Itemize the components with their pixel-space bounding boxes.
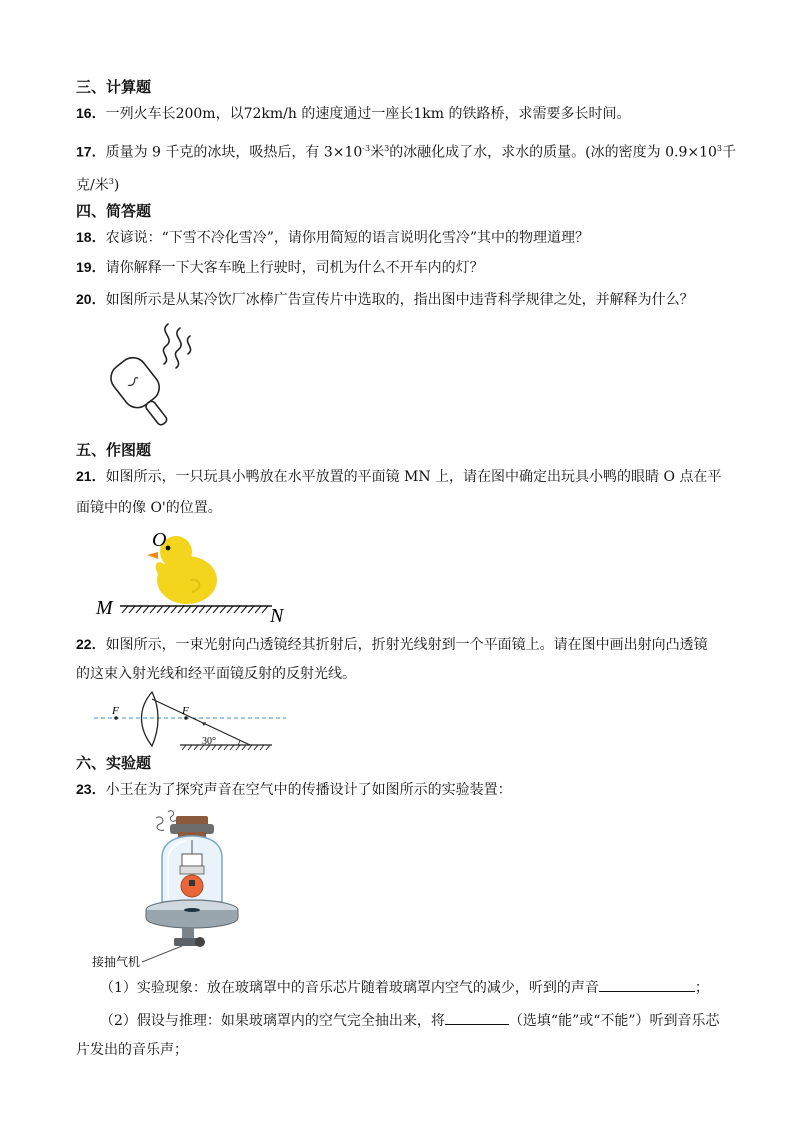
question-23 (76, 779, 756, 800)
popsicle-stick (144, 400, 168, 427)
question-17-line-1 (76, 139, 756, 163)
section-heading-drawing: 五、作图题 (76, 441, 152, 459)
question-21-line-2 (76, 498, 756, 518)
question-text: 千 (722, 144, 737, 161)
question-number: 18． (76, 229, 106, 245)
question-text: 如图所示是从某冷饮厂冰棒广告宣传片中选取的，指出图中违背科学规律之处，并解释为什么？ (105, 292, 694, 308)
duck-beak (147, 552, 158, 559)
question-text: （2）假设与推理：如果玻璃罩内的空气完全抽出来，将 (100, 1013, 445, 1029)
angle-arc (238, 740, 240, 745)
mirror-hatching (182, 745, 270, 750)
question-18 (76, 227, 756, 248)
popsicle-figure (98, 318, 198, 430)
angle-label: 30° (202, 736, 216, 747)
steam-line-2 (175, 328, 181, 368)
question-text: 米 (370, 144, 385, 161)
question-text: （选填“能”或“不能”）听到音乐芯 (508, 1013, 720, 1029)
question-number: 21． (76, 468, 106, 484)
section-heading-short-answer: 四、简答题 (76, 202, 152, 220)
section-heading-calculation: 三、计算题 (76, 78, 152, 96)
mirror-hatching (122, 606, 268, 613)
question-text: 一列火车长200m，以72km/h 的速度通过一座长1km 的铁路桥，求需要多长时间。 (105, 106, 631, 122)
vacuum-pump-label: 接抽气机 (92, 955, 141, 969)
question-text: 片发出的音乐声； (76, 1042, 188, 1058)
question-23-part-2 (100, 1010, 760, 1031)
question-20 (76, 289, 756, 310)
steam-line-3 (187, 336, 190, 354)
question-text: （1）实验现象：放在玻璃罩中的音乐芯片随着玻璃罩内空气的减少，听到的声音 (100, 980, 599, 996)
exponent: 3 (384, 144, 390, 153)
question-number: 22． (76, 636, 106, 652)
question-text: 小王在为了探究声音在空气中的传播设计了如图所示的实验装置： (105, 782, 512, 798)
question-number: 17． (76, 143, 106, 160)
label-f-right: F (182, 705, 189, 717)
bell-jar-figure (90, 806, 250, 970)
steam-line-1 (163, 324, 169, 364)
label-n: N (270, 605, 284, 624)
label-o: O (152, 529, 167, 551)
question-19 (76, 257, 756, 278)
question-text: 农谚说：“下雪不冷化雪冷”，请你用简短的语言说明化雪冷”其中的物理道理？ (105, 230, 590, 246)
question-number: 23． (76, 781, 106, 797)
question-number: 20． (76, 291, 106, 307)
answer-blank-1[interactable] (599, 977, 695, 992)
question-text: 请你解释一下大客车晚上行驶时，司机为什么不开车内的灯？ (105, 260, 484, 276)
question-text: 的冰融化成了水，求水的质量。(冰的密度为 0.9×10 (389, 144, 717, 161)
question-text: 质量为 9 千克的冰块，吸热后，有 3×10 (105, 144, 363, 161)
question-16 (76, 103, 756, 124)
exponent: -3 (362, 144, 371, 153)
exponent: 3 (716, 144, 723, 153)
question-number: 16． (76, 105, 106, 121)
refracted-ray (152, 699, 250, 745)
question-22-line-1 (76, 634, 756, 655)
answer-blank-2[interactable] (445, 1010, 509, 1025)
duck-mirror-figure (92, 522, 297, 624)
question-text: 面镜中的像 O'的位置。 (76, 500, 222, 516)
question-22-line-2 (76, 664, 756, 684)
question-text: 克/米 (76, 177, 109, 194)
lens-mirror-figure (90, 690, 290, 752)
question-text: ； (694, 980, 709, 996)
question-text: 的这束入射光线和经平面镜反射的反射光线。 (76, 666, 356, 682)
question-17-line-2 (76, 172, 756, 196)
question-21-line-1 (76, 466, 756, 487)
question-23-part-1 (100, 977, 760, 998)
question-23-part-2-cont (76, 1040, 756, 1060)
label-m: M (96, 597, 113, 619)
question-text: 如图所示，一束光射向凸透镜经其折射后，折射光线射到一个平面镜上。请在图中画出射向凸透镜 (105, 637, 708, 653)
section-heading-experiment: 六、实验题 (76, 754, 152, 772)
question-text: 如图所示，一只玩具小鸭放在水平放置的平面镜 MN 上，请在图中确定出玩具小鸭的眼睛 O 点在平 (105, 469, 722, 485)
label-f-left: F (112, 705, 119, 717)
music-chip-box (182, 854, 202, 866)
question-number: 19． (76, 259, 106, 275)
exponent: 3 (108, 177, 114, 186)
question-text: ) (113, 177, 120, 194)
